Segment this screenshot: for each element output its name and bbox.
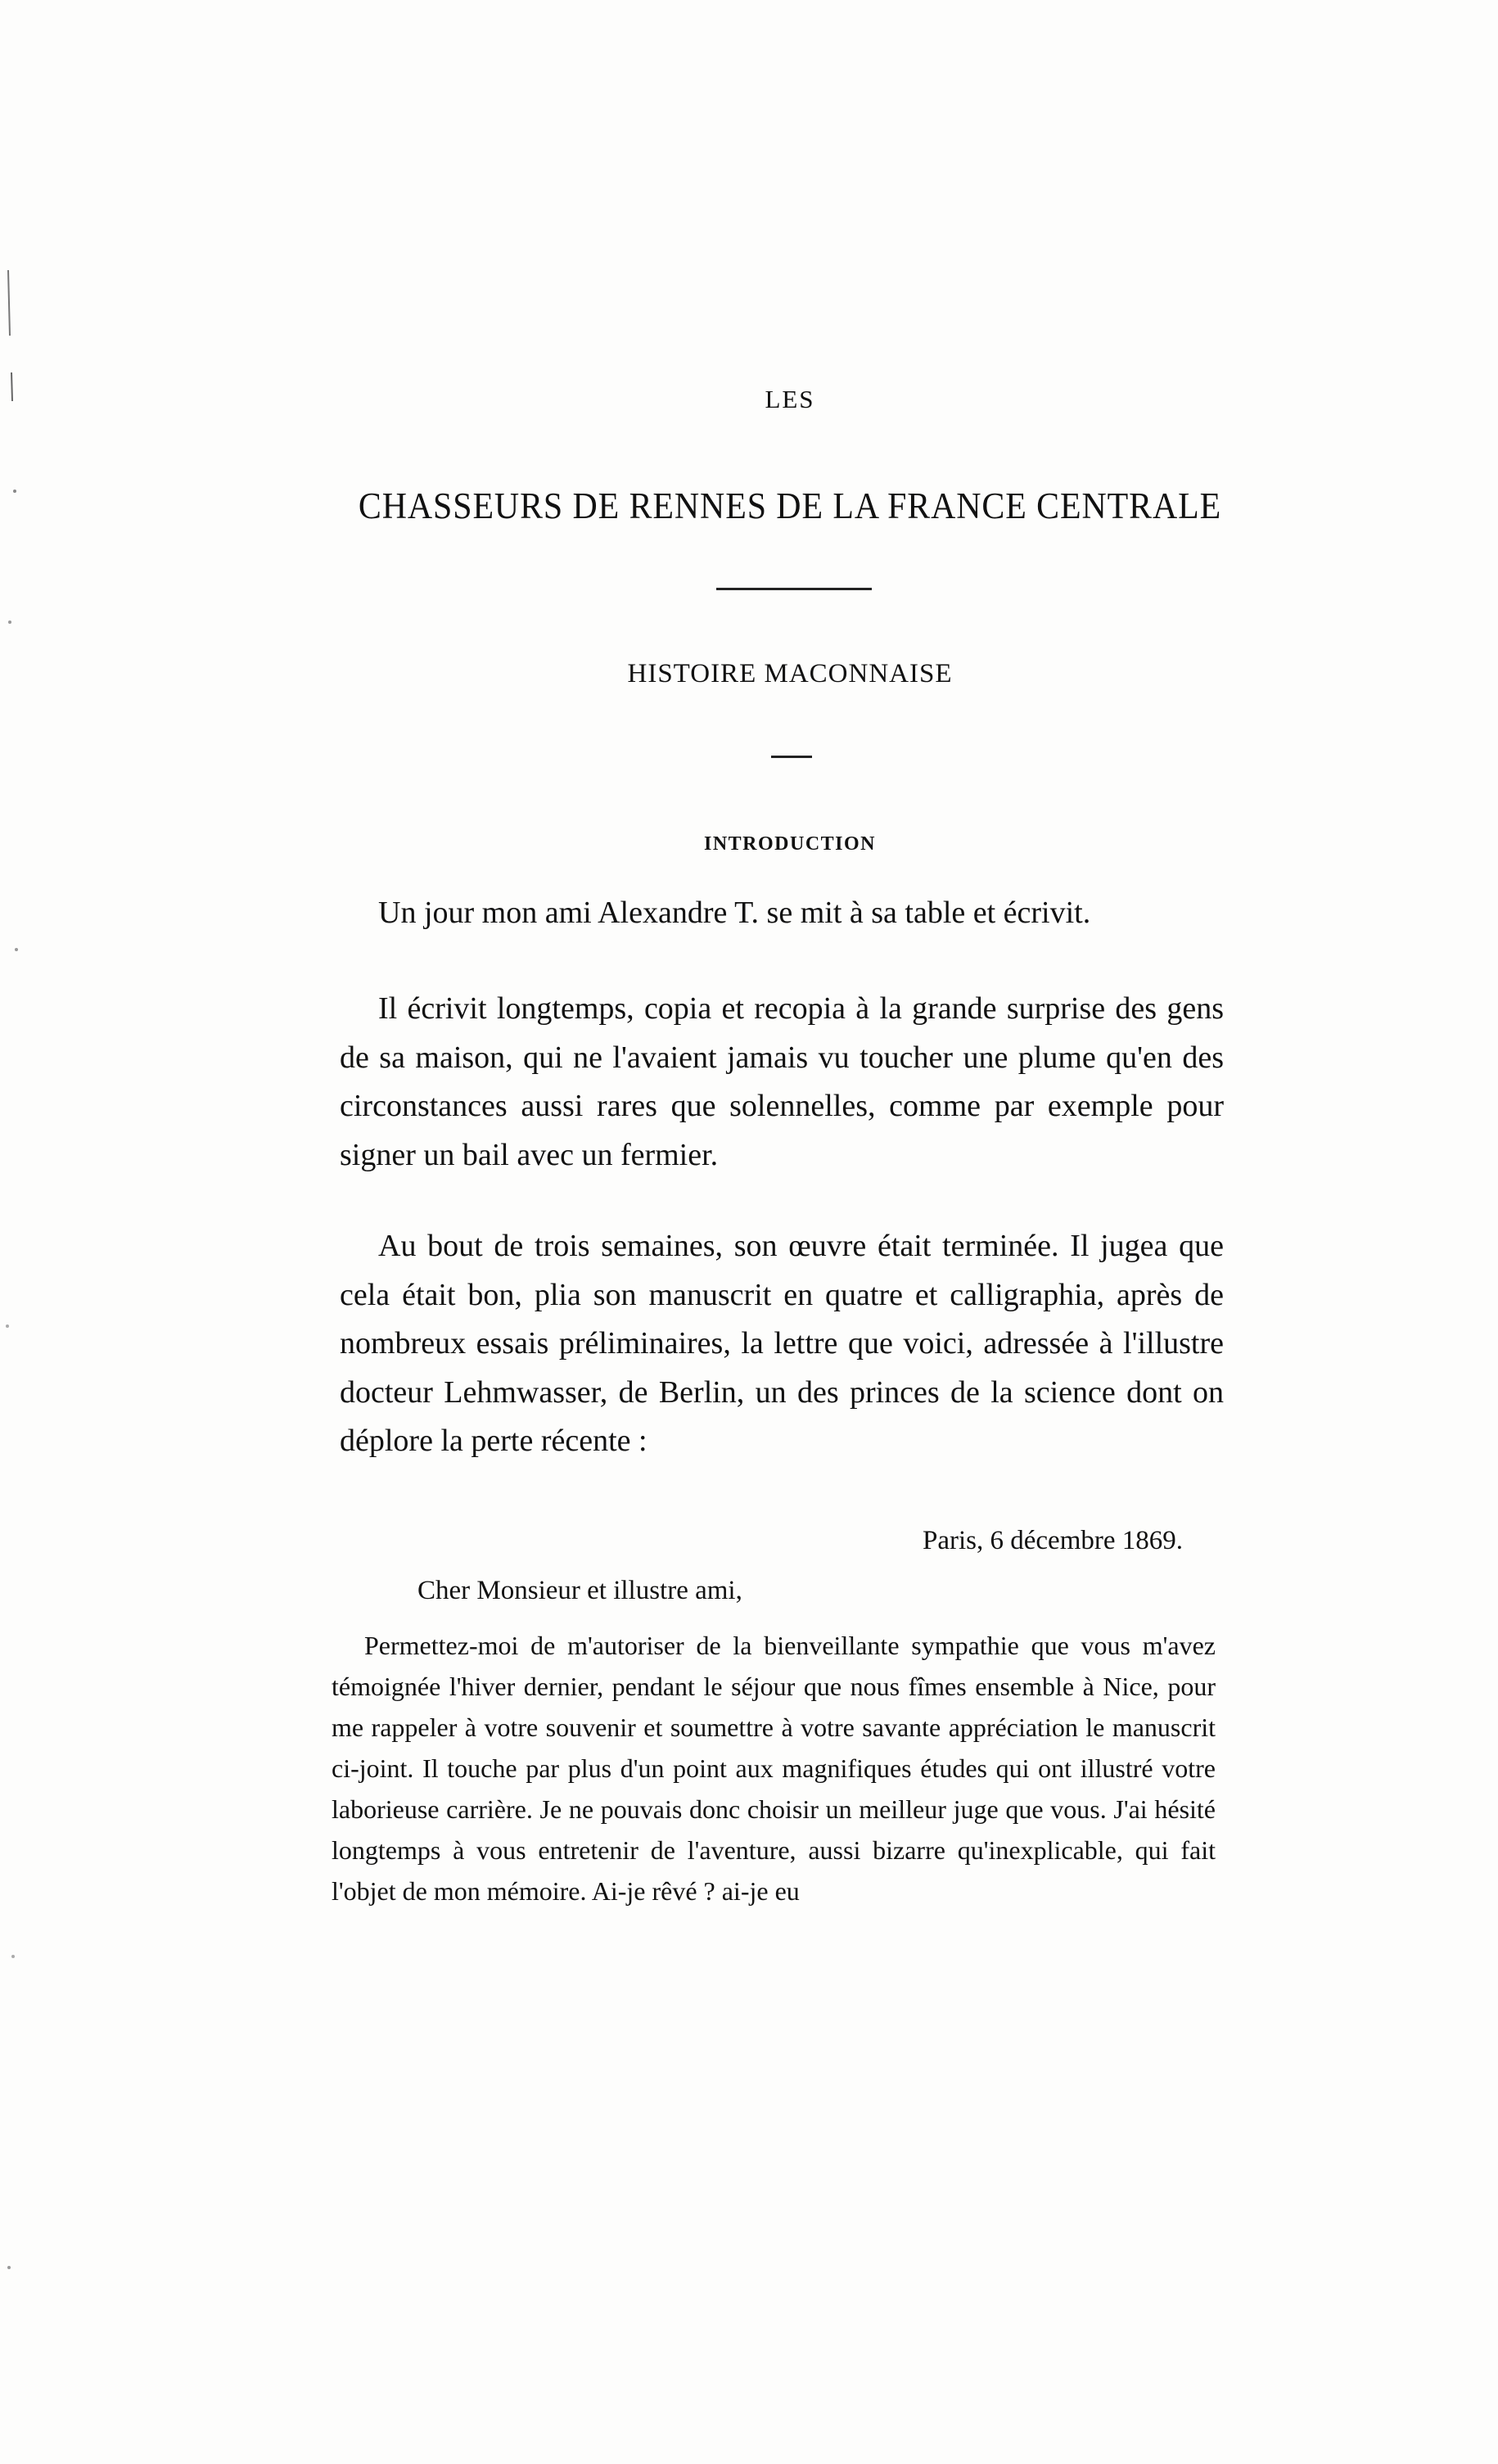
letter-dateline: Paris, 6 décembre 1869.	[923, 1526, 1183, 1555]
letter-salutation: Cher Monsieur et illustre ami,	[417, 1576, 742, 1605]
paragraph-2-block	[340, 985, 1224, 1180]
letter-body: Permettez-moi de m'autoriser de la bienveillante sympathie que vous m'avez témoignée l'hiver dernier, pendant le séjour que nous fîmes ensemble à Nice, pour me rappeler à votre souvenir et soumettre à votre savante appréciation le manuscrit ci-joint. Il touche par plus d'un point aux magnifiques études qui ont illustré votre laborieuse carrière. Je ne pouvais donc choisir un meilleur juge que vous. J'ai hésité longtemps à vous entretenir de l'aventure, aussi bizarre qu'inexplicable, qui fait l'objet de mon mémoire. Ai-je rêvé ? ai-je eu	[332, 1631, 1216, 1906]
margin-scan-marks	[0, 0, 49, 2464]
paragraph: Au bout de trois semaines, son œuvre était terminée. Il jugea que cela était bon, plia son manuscrit en quatre et calligraphia, après de nombreux essais préliminaires, la lettre que voici, adressée à l'illustre docteur Lehmwasser, de Berlin, un des princes de la science dont on déplore la perte récente :	[340, 1229, 1224, 1458]
paragraph-1-block	[340, 889, 1224, 938]
pre-title: LES	[765, 385, 815, 413]
subtitle-divider	[771, 756, 812, 758]
paragraph: Un jour mon ami Alexandre T. se mit à sa table et écrivit.	[378, 896, 1091, 930]
section-heading: INTRODUCTION	[703, 833, 877, 855]
page-subtitle: HISTOIRE MACONNAISE	[627, 659, 953, 688]
paragraph: Il écrivit longtemps, copia et recopia à la grande surprise des gens de sa maison, qui ne l'avaient jamais vu toucher une plume qu'en des circonstances aussi rares que solennelles, comme par exemple pour signer un bail avec un fermier.	[340, 991, 1224, 1172]
title-divider	[716, 588, 872, 590]
letter-body-block	[332, 1625, 1216, 1911]
paragraph-3-block	[340, 1222, 1224, 1466]
page-title: CHASSEURS DE RENNES DE LA FRANCE CENTRALE	[358, 485, 1222, 526]
